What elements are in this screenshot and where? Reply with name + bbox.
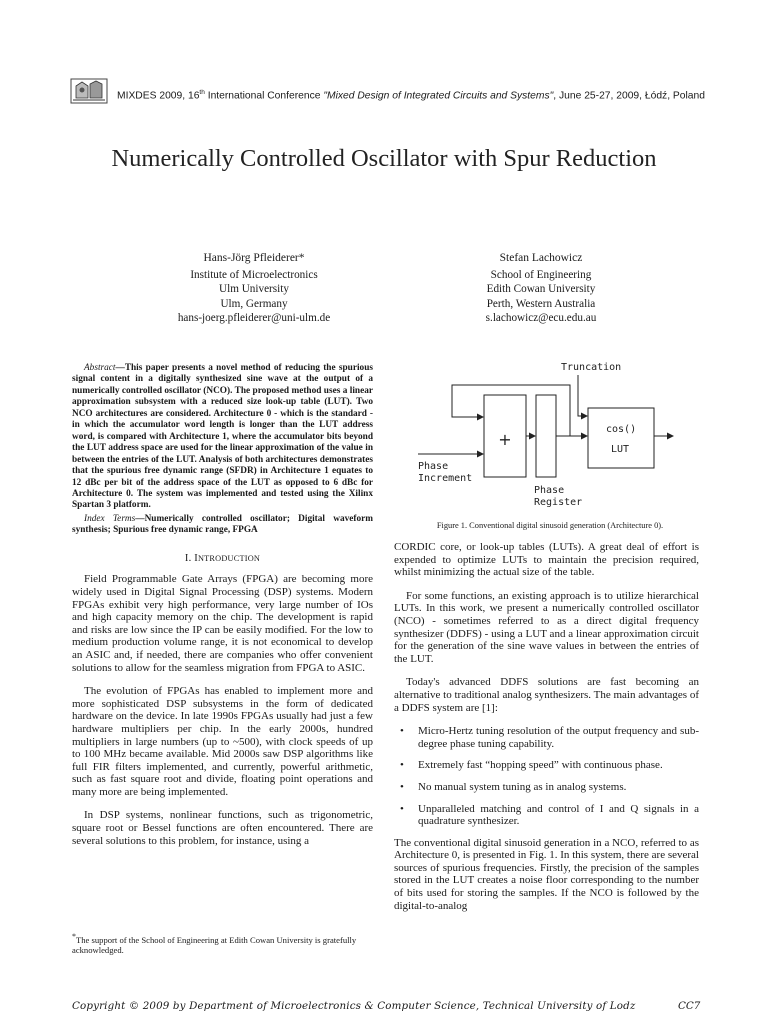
author-affiliation: Ulm University (219, 283, 289, 296)
list-item: • Extremely fast “hopping speed” with continuous phase. (394, 759, 699, 772)
paragraph: For some functions, an existing approach is to utilize hierarchical LUTs. In this work, we present a numerically controlled oscillator (NCO) - sometimes referred to as a direct digital frequency synthesizer (DDFS) - using a LUT and a linear approximation circuit for the generation of the sine wave values in between the entries of the LUT. (394, 589, 699, 665)
advantages-list (394, 725, 699, 828)
conference-header: MIXDES 2009, 16th International Conference "Mixed Design of Integrated Circuits and Systems", June 25-27, 2009, Łódź, Poland (117, 89, 705, 102)
paragraph: CORDIC core, or look-up tables (LUTs). A great deal of effort is expended to optimize LUTs to maintain the precision required, whilst minimizing the actual size of the table. (394, 541, 699, 579)
phase-increment-label-2: Increment (418, 473, 473, 484)
author-name: Stefan Lachowicz (499, 252, 583, 264)
author-block-1 (124, 251, 384, 325)
paragraph: Field Programmable Gate Arrays (FPGA) are becoming more widely used in Digital Signal Processing (DSP) systems. Modern FPGAs exhibit very high performance, very large number of IOs and high capacity memory on the chip. The development is rapid and risks are low since the IP can be easily modified. For the low to medium production volume range, it is not economical to develop an ASIC and, if needed, there are companies who offer convenient solutions to allow for the seamless migration from FPGA to ASIC. (72, 573, 373, 674)
paper-title: Numerically Controlled Oscillator with Spur Reduction (111, 145, 657, 172)
footnote: *The support of the School of Engineering at Edith Cowan University is gratefully acknowledged. (72, 932, 357, 956)
section-heading-introduction: I. INTRODUCTION (184, 552, 261, 564)
author-email: s.lachowicz@ecu.edu.au (485, 311, 597, 324)
author-location: Ulm, Germany (220, 297, 288, 310)
paragraph: In DSP systems, nonlinear functions, such as trigonometric, square root or Bessel functions are often encountered. There are several solutions to this problem, for instance, using a (72, 809, 373, 847)
list-item: • Unparalleled matching and control of I and Q signals in a quadrature synthesizer. (394, 803, 699, 828)
phase-increment-label-1: Phase (418, 461, 449, 472)
author-affiliation: Institute of Microelectronics (190, 269, 318, 282)
list-item: • No manual system tuning as in analog systems. (394, 781, 699, 794)
paragraph: The evolution of FPGAs has enabled to implement more and more sophisticated DSP subsystems in the form of dedicated hardware on the device. In late 1990s FPGAs usually had just a few hardware multipliers per chip. In the early 2000s, hundred multipliers in large numbers (up to ~500), with clock speeds of up to 100 MHz became available. Mid 2000s saw DSP algorithms like full FIR filters implemented, and currently, powerful arithmetic, such as fast square root and divide, floating point operations and many more are being implemented. (72, 685, 373, 798)
paragraph: The conventional digital sinusoid generation in a NCO, referred to as Architecture 0, is presented in Fig. 1. In this system, there are several sources of spurious frequencies. Firstly, the precision of the samples stored in the LUT creates a noise floor corresponding to the number of bits used for storing the samples. If the NCO is followed by the digital-to-analog (394, 836, 699, 912)
author-email: hans-joerg.pfleiderer@uni-ulm.de (177, 311, 331, 324)
author-block-2 (411, 251, 671, 325)
right-column (394, 541, 699, 912)
conference-logo (70, 78, 108, 104)
cos-label: cos() (606, 424, 637, 435)
figure-caption: Figure 1. Conventional digital sinusoid generation (Architecture 0). (436, 521, 664, 530)
author-location: Perth, Western Australia (486, 297, 596, 310)
index-terms: Index Terms—Numerically controlled oscillator; Digital waveform synthesis; Spurious free dynamic range, FPGA (72, 513, 373, 536)
adder-plus-sign: + (498, 430, 512, 449)
page-number: CC7 (678, 1000, 701, 1012)
author-name: Hans-Jörg Pfleiderer* (203, 252, 305, 264)
lut-box (588, 408, 654, 468)
list-item: • Micro-Hertz tuning resolution of the output frequency and sub-degree phase tuning capability. (394, 725, 699, 750)
lut-label: LUT (611, 444, 630, 455)
left-column (72, 363, 373, 847)
copyright-footer: Copyright © 2009 by Department of Microelectronics & Computer Science, Technical University of Lodz (72, 1000, 636, 1012)
nco-block-diagram (408, 355, 708, 515)
paragraph: Today's advanced DDFS solutions are fast becoming an alternative to traditional analog synthesizers. The main advantages of a DDFS system are [1]: (394, 676, 699, 714)
phase-register-box (536, 395, 556, 477)
truncation-label: Truncation (561, 362, 622, 373)
abstract: Abstract—This paper presents a novel method of reducing the spurious signal content in a digitally synthesized sine wave at the output of a numerically controlled oscillator (NCO). The proposed method uses a linear approximation subsystem with a reduced size look-up table (LUT). Two NCO architectures are considered. Architecture 0 - which is the standard - in which the accumulator word length is longer than the LUT address word, is compared with Architecture 1, where the accumulator bits beyond the LUT address space are used for the linear approximation of the value in between the entries of the LUT. Analysis of both architectures demonstrates that the spurious free dynamic range (SFDR) in Architecture 1 equates to 12 dBc per bit of the address space of the LUT as opposed to 6 dBc for Architecture 0. The system was implemented and tested using the Xilinx Spartan 3 platform. (72, 363, 373, 511)
author-affiliation: Edith Cowan University (486, 283, 596, 296)
phase-register-label-1: Phase (534, 485, 565, 496)
author-affiliation: School of Engineering (490, 269, 592, 282)
phase-register-label-2: Register (534, 497, 583, 508)
